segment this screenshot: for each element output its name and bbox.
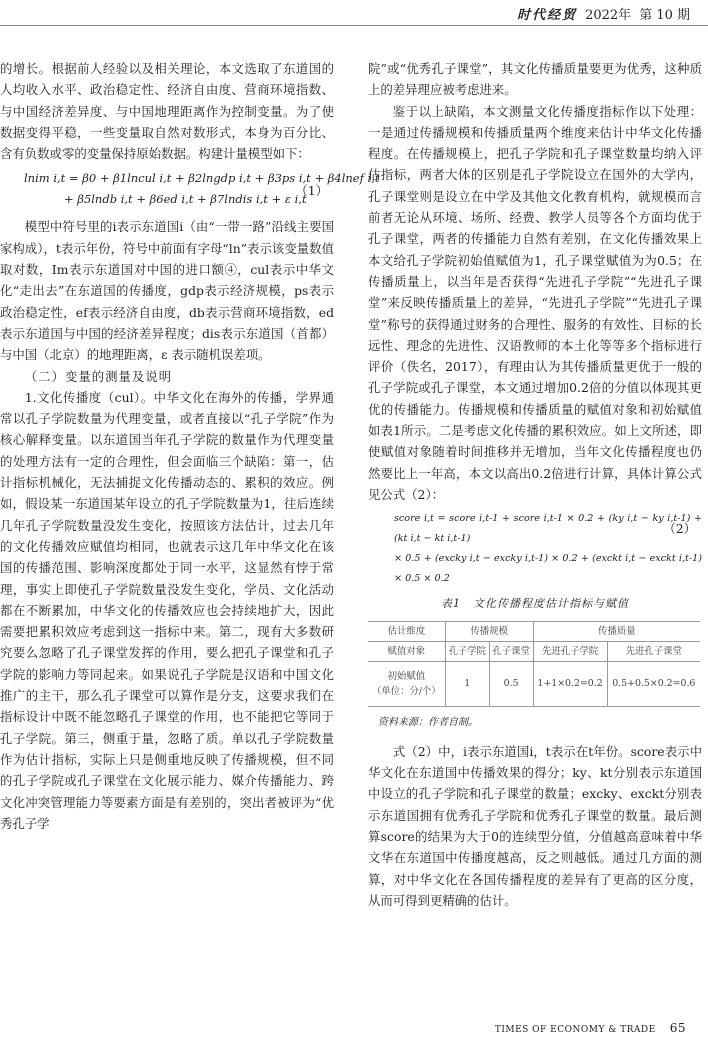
page-number: 65 <box>669 1021 686 1035</box>
page-header <box>517 0 690 26</box>
cell-line: 初始赋值 <box>387 670 426 682</box>
table-cell: 赋值对象 <box>368 641 445 661</box>
table-cell: 孔子课堂 <box>489 641 533 661</box>
equation-line: score i,t = score i,t-1 + score i,t-1 × 0.2 + (ky i,t − ky i,t-1) + (kt i,t − kt i,t-1) <box>394 513 702 545</box>
journal-name: 时代经贸 <box>517 7 578 23</box>
table-cell: 先进孔子学院 <box>533 641 607 661</box>
right-column <box>368 58 702 911</box>
equation-2 <box>368 509 702 589</box>
table-cell <box>368 661 445 706</box>
equation-line: × 0.5 + (excky i,t − excky i,t-1) × 0.2 + (exckt i,t − exckt i,t-1) × 0.5 × 0.2 <box>394 553 702 585</box>
header-rule <box>0 25 708 26</box>
equation-number: （2） <box>663 521 696 537</box>
equation-line: + β5lndb i,t + β6ed i,t + β7lndis i,t + ε i,t <box>64 192 307 207</box>
paragraph: 院”或“优秀孔子课堂”，其文化传播质量要更为优秀，这种质上的差异理应被考虑进来。 <box>368 61 702 98</box>
equation-number: （1） <box>295 183 328 199</box>
indicator-table <box>368 621 700 707</box>
cell-line: （单位：分/个） <box>371 685 441 697</box>
left-column <box>0 58 380 834</box>
journal-english-name: TIMES OF ECONOMY & TRADE <box>494 1025 656 1035</box>
table-row <box>368 661 700 706</box>
table-cell: 0.5+0.5×0.2=0.6 <box>607 661 700 706</box>
paragraph: 模型中符号里的i表示东道国i（由“一带一路”沿线主要国家构成），t表示年份，符号中前面有字母“ln”表示该变量数值取对数，Im表示东道国对中国的进口额④，cul表示中华文化“走出去”在东道国的传播度，gdp表示经济规模，ps表示政治稳定性，ef表示经济自由度，db表示营商环境指数，ed表示东道国与中国的经济差异程度；dis表示东道国（首都）与中国（北京）的地理距离，ε 表示随机误差项。 <box>0 219 334 363</box>
paragraph: 1.文化传播度（cul）。中华文化在海外的传播，学界通常以孔子学院数量为代理变量，或者直接以“孔子学院”作为核心解释变量。以东道国当年孔子学院的数量作为代理变量的处理方法有一定的合理性，但会面临三个缺陷：第一，估计指标机械化，无法捕捉文化传播动态的、累积的效应。例如，假设某一东道国某年设立的孔子学院数量为1，往后连续几年孔子学院数量没发生变化，按照该方法估计，过去几年的文化传播效应赋值均相同，也就表示这几年中华文化在该国的传播范围、影响深度都处于同一水平，这显然有悖于常理，事实上即使孔子学院数量没发生变化，学员、文化活动都在不断累加，中华文化的传播效应也会持续地扩大，因此需要把累积效应考虑到这一指标中来。第二，现有大多数研究要么忽略了孔子课堂发挥的作用，要么把孔子课堂和孔子学院的影响力等同起来。如果说孔子学院是汉语和中国文化推广的主干，那么孔子课堂可以算作是分支，这要求我们在指标设计中既不能忽略孔子课堂的作用，也不能把它等同于孔子学院。第三，侧重于量，忽略了质。单以孔子学院数量作为估计指标，实际上只是侧重地反映了传播规模，但不同的孔子学院或孔子课堂在文化展示能力、媒介传播能力、跨文化冲突管理能力等要素方面是有差别的，突出者被评为“优秀孔子学 <box>0 389 334 831</box>
table-cell: 孔子学院 <box>445 641 489 661</box>
equation-line: lnim i,t = β0 + β1lncul i,t + β2lngdp i,t + β3ps i,t + β4lnef i,t <box>24 171 380 186</box>
table-cell: 1+1×0.2=0.2 <box>533 661 607 706</box>
table-source: 资料来源：作者自制。 <box>378 716 478 728</box>
table-row <box>368 621 700 641</box>
journal-issue: 第 10 期 <box>639 7 690 23</box>
table-caption: 表1 文化传播程度估计指标与赋值 <box>441 597 629 611</box>
paragraph: 鉴于以上缺陷，本文测量文化传播度指标作以下处理：一是通过传播规模和传播质量两个维度来估计中华文化传播程度。在传播规模上，把孔子学院和孔子课堂数量均纳入评估指标，两者大体的区别是孔子学院设立在国外的大学内，孔子课堂则是设立在中学及其他文化教育机构，就规模而言前者无论从环境、场所、经费、教学人员等各个方面均优于孔子课堂，两者的传播能力自然有差别，在文化传播效果上本文给孔子学院初始值赋值为1，孔子课堂赋值为为0.5；在传播质量上，以当年是否获得“先进孔子学院”“先进孔子课堂”来反映传播质量上的差异，“先进孔子学院”“先进孔子课堂”称号的获得通过财务的合理性、服务的有效性、目标的长远性、理念的先进性、汉语教师的本土化等等多个指标进行评价（佚名，2017），有理由认为其传播质量更优于一般的孔子学院或孔子课堂，本文通过增加0.2倍的分值以体现其更优的传播能力。传播规模和传播质量的赋值对象和初始赋值如表1所示。二是考虑文化传播的累积效应。如上文所述，即使赋值对象随着时间推移并无增加，当年文化传播程度也仍然要比上一年高，本文以高出0.2倍进行计算，具体计算公式见公式（2）： <box>368 103 702 502</box>
paragraph: 式（2）中，i表示东道国i，t表示在t年份。score表示中华文化在东道国中传播效果的得分；ky、kt分别表示东道国中设立的孔子学院和孔子课堂的数量；excky、exckt分别表示东道国拥有优秀孔子学院和优秀孔子课堂的数量。最后测算score的结果为大于0的连续型分值，分值越高意味着中华文华在东道国中传播度越高，反之则越低。通过几方面的测算，对中华文化在各国传播程度的差异有了更高的区分度，从而可得到更精确的估计。 <box>368 743 702 908</box>
page-footer <box>495 1021 686 1035</box>
equation-1 <box>0 168 380 210</box>
table-cell: 0.5 <box>489 661 533 706</box>
section-heading: （二）变量的测量及说明 <box>24 368 173 384</box>
table-row <box>368 641 700 661</box>
table-cell: 估计维度 <box>368 621 445 641</box>
table-cell: 传播质量 <box>533 621 700 641</box>
paragraph: 的增长。根据前人经验以及相关理论，本文选取了东道国的人均收入水平、政治稳定性、经济自由度、营商环境指数、与中国经济差异度、与中国地理距离作为控制变量。为了使数据变得平稳，一些变量取自然对数形式，本身为百分比、含有负数或零的变量保持原始数据。构建计量模型如下： <box>0 61 334 162</box>
table-cell: 先进孔子课堂 <box>607 641 700 661</box>
table-cell: 1 <box>445 661 489 706</box>
journal-year: 2022年 <box>585 7 632 23</box>
table-cell: 传播规模 <box>445 621 533 641</box>
